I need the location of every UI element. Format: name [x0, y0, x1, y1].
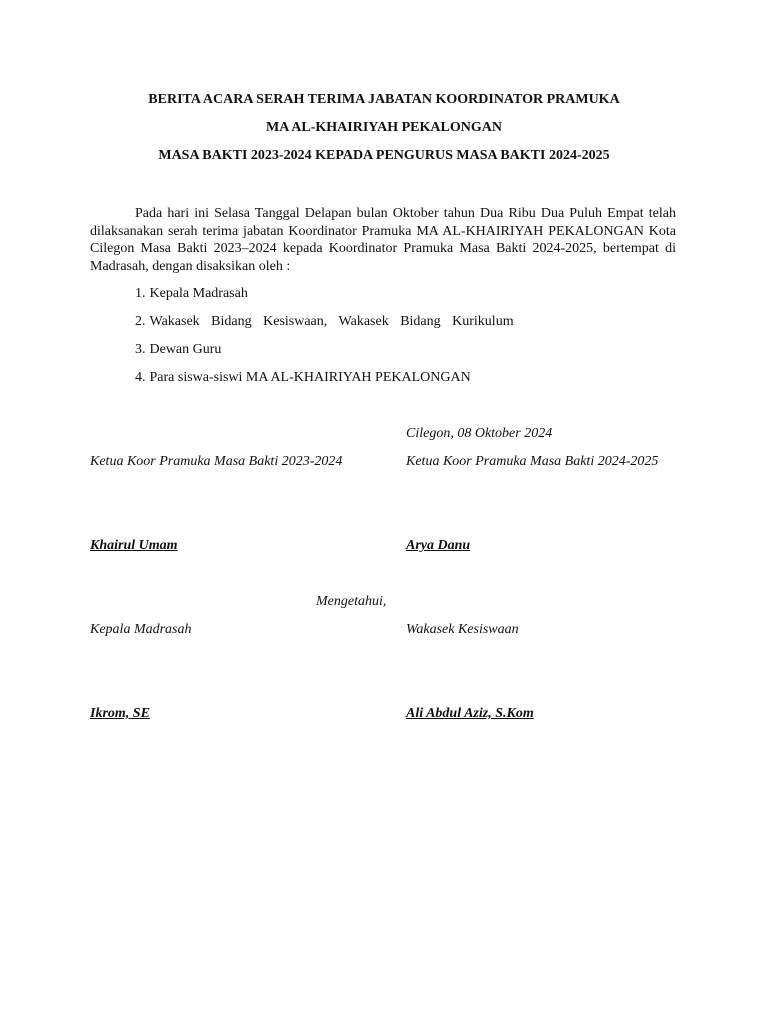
list-number: 2. [135, 314, 146, 329]
body-paragraph: Pada hari ini Selasa Tanggal Delapan bulan Oktober tahun Dua Ribu Dua Puluh Empat telah dilaksanakan serah terima jabatan Koordinator Pramuka MA AL-KHAIRIYAH PEKALONGAN Kota Cilegon Masa Bakti 2023–2024 kepada Koordinator Pramuka Masa Bakti 2024-2025, bertempat di Madrasah, dengan disaksikan oleh : [90, 206, 676, 274]
signer-name-right: Arya Danu [406, 538, 471, 553]
signer-role-left: Ketua Koor Pramuka Masa Bakti 2023-2024 [90, 454, 343, 469]
list-text: Wakasek Bidang Kesiswaan, Wakasek Bidang Kurikulum [149, 314, 514, 329]
signer-name-left-2: Ikrom, SE [90, 706, 150, 721]
school-name: MA AL-KHAIRIYAH PEKALONGAN [266, 120, 502, 135]
list-number: 1. [135, 286, 146, 301]
list-number: 3. [135, 342, 146, 357]
signer-role-right-2: Wakasek Kesiswaan [406, 622, 519, 637]
list-number: 4. [135, 370, 146, 385]
signer-name-right-2: Ali Abdul Aziz, S.Kom [406, 706, 534, 721]
list-item [135, 369, 514, 397]
signer-role-left-2: Kepala Madrasah [90, 622, 192, 637]
signer-role-right: Ketua Koor Pramuka Masa Bakti 2024-2025 [406, 454, 659, 469]
acknowledge-label: Mengetahui, [316, 594, 387, 609]
document-title: BERITA ACARA SERAH TERIMA JABATAN KOORDINATOR PRAMUKA [148, 92, 620, 107]
list-text: Para siswa-siswi MA AL-KHAIRIYAH PEKALONGAN [149, 370, 471, 385]
list-item [135, 341, 514, 369]
witness-list [135, 285, 514, 397]
list-item [135, 313, 514, 341]
list-text: Dewan Guru [149, 342, 222, 357]
list-item [135, 285, 514, 313]
place-date: Cilegon, 08 Oktober 2024 [406, 426, 553, 441]
signer-name-left: Khairul Umam [90, 538, 178, 553]
list-text: Kepala Madrasah [149, 286, 248, 301]
period-title: MASA BAKTI 2023-2024 KEPADA PENGURUS MASA BAKTI 2024-2025 [158, 148, 610, 163]
